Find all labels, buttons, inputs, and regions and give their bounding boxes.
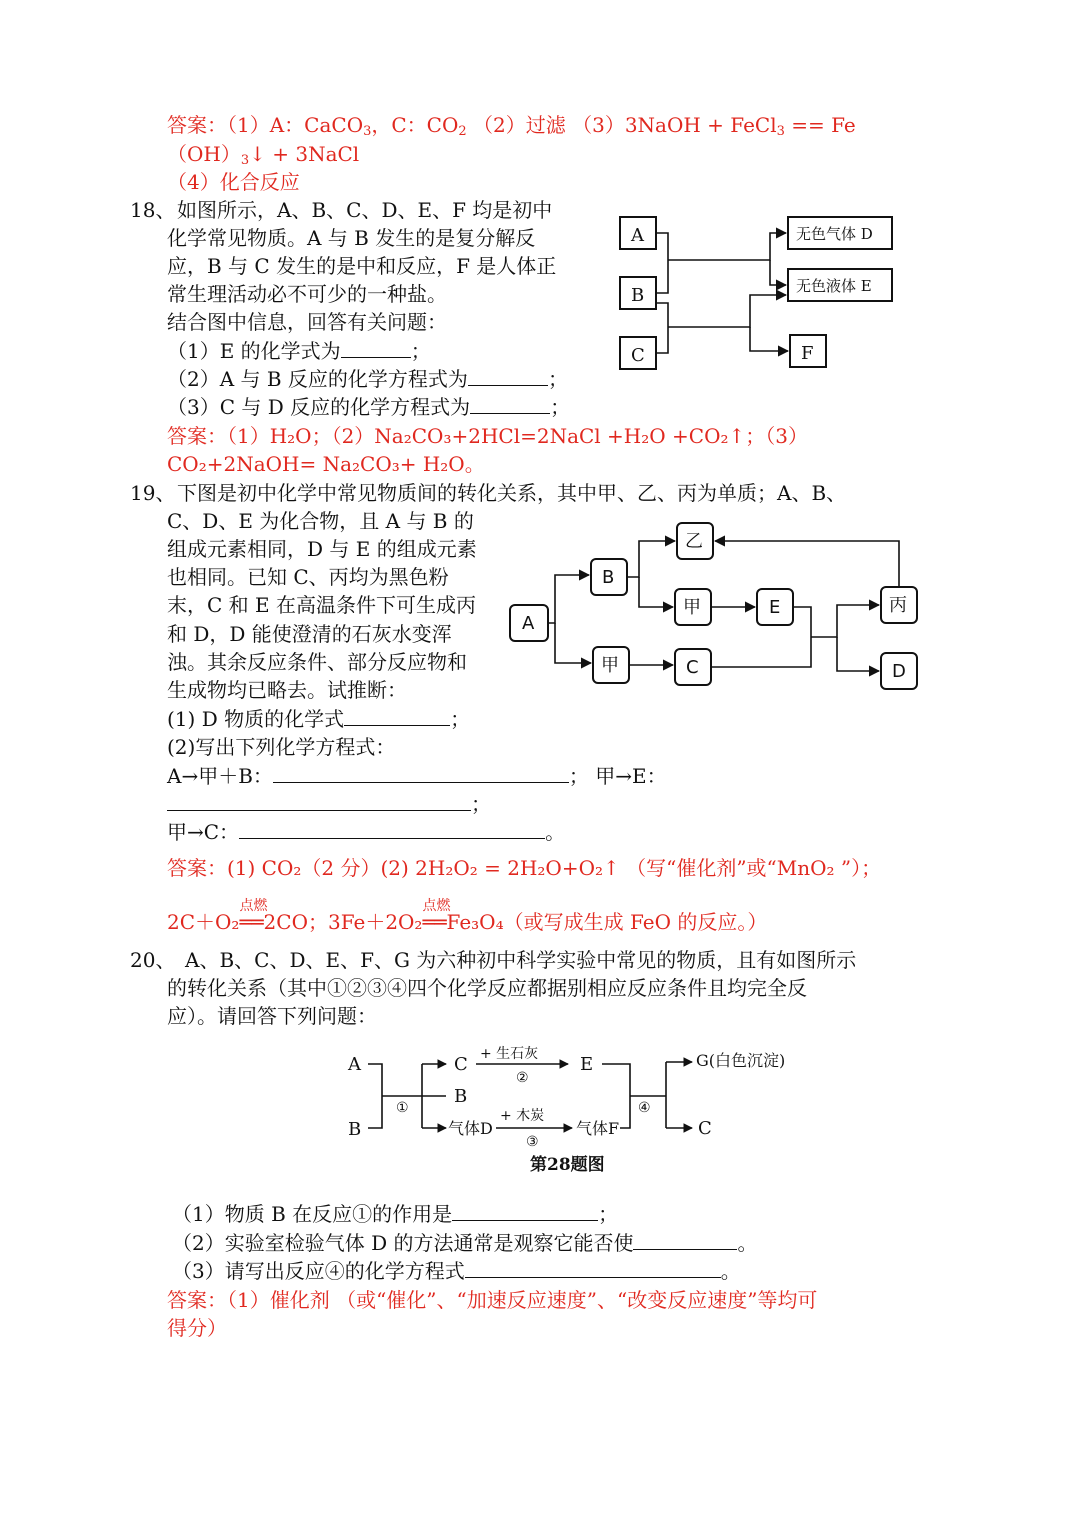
- q20-text-line: 应）。请回答下列问题：: [167, 1004, 377, 1028]
- q19-text-line: C、D、E 为化合物，且 A 与 B 的: [167, 509, 474, 533]
- arrow: [811, 605, 879, 637]
- label-gas-f: 气体F: [576, 1119, 620, 1138]
- q18-text-line: 如图所示，A、B、C、D、E、F 均是初中: [177, 198, 553, 222]
- q17-answer-line2: $(OH)_3↓$ + 3NaCl: [167, 142, 360, 168]
- arrow: [555, 623, 591, 663]
- node-e-label: E: [769, 597, 781, 618]
- reaction-1: ①: [396, 1100, 409, 1116]
- q18-answer-line2: CO₂+2NaOH= Na₂CO₃+ H₂O。: [167, 452, 485, 476]
- q18-text-line: 结合图中信息，回答有关问题：: [167, 310, 447, 334]
- q18-text-line: 化学常见物质。A 与 B 发生的是复分解反: [167, 226, 536, 250]
- answer-blank[interactable]: [341, 337, 411, 358]
- q20-diagram: [340, 1040, 810, 1180]
- q19-first-line: 下图是初中化学中常见物质间的转化关系，其中甲、乙、丙为单质；A、B、: [177, 481, 847, 505]
- arrow: [668, 233, 786, 260]
- label-a: A: [348, 1054, 361, 1075]
- q20-answer-line1: 答案：（1）催化剂 （或“催化”、“加速反应速度”、“改变反应速度”等均可: [167, 1288, 818, 1312]
- node-jia-bottom-label: 甲: [601, 655, 619, 676]
- answer-blank[interactable]: [452, 1200, 598, 1221]
- q18-answer-line1: 答案：（1）H₂O；（2）Na₂CO₃+2HCl=2NaCl +H₂O +CO₂↑；（3）: [167, 424, 808, 448]
- condition-quicklime: + 生石灰: [480, 1046, 539, 1062]
- q20-answer-line2: 得分）: [167, 1316, 227, 1340]
- reaction-4: ④: [638, 1100, 651, 1116]
- q19-eq1: A→甲＋B： ； 甲→E：: [167, 764, 667, 788]
- q17-answer-line3: （4）化合反应: [167, 170, 300, 194]
- label-b2: B: [454, 1086, 468, 1107]
- answer-blank[interactable]: [344, 705, 450, 726]
- q18-sub2: （2）A 与 B 反应的化学方程式为 ；: [167, 367, 568, 391]
- answer-blank[interactable]: [465, 1257, 721, 1278]
- arrow: [770, 260, 786, 285]
- node-bing-label: 丙: [889, 595, 907, 616]
- q18-sub3: （3）C 与 D 反应的化学方程式为 ；: [167, 395, 571, 419]
- q19-text-line: 浊。其余反应条件、部分反应物和: [167, 650, 467, 674]
- arrow: [837, 637, 879, 671]
- q18-text-line: 应，B 与 C 发生的是中和反应，F 是人体正: [167, 254, 557, 278]
- answer-blank[interactable]: [239, 818, 545, 839]
- arrow: [715, 541, 899, 587]
- label-b: B: [348, 1119, 362, 1140]
- q18-sub1: （1）E 的化学式为 ；: [167, 339, 431, 363]
- q19-eq2-line: ；: [167, 790, 491, 818]
- node-jia-top-label: 甲: [683, 597, 701, 618]
- condition-ignite: 点燃 ══: [239, 898, 268, 934]
- label-c2: C: [698, 1118, 712, 1139]
- answer-blank[interactable]: [167, 790, 471, 811]
- label-e: E: [580, 1054, 594, 1075]
- arrow: [548, 575, 589, 623]
- q19-text-line: 也相同。已知 C、丙均为黑色粉: [167, 565, 449, 589]
- q18-text-line: 常生理活动必不可少的一种盐。: [167, 282, 447, 306]
- label-g: G(白色沉淀): [696, 1051, 786, 1070]
- node-b-label: B: [602, 567, 615, 588]
- condition-charcoal: + 木炭: [500, 1108, 545, 1124]
- connector: [368, 1064, 382, 1128]
- node-b-label: B: [631, 285, 645, 306]
- q20-text-line: A、B、C、D、E、F、G 为六种初中科学实验中常见的物质，且有如图所示: [185, 948, 857, 972]
- q19-text-line: 末，C 和 E 在高温条件下可生成丙: [167, 593, 476, 617]
- answer-blank[interactable]: [633, 1229, 737, 1250]
- q20-text-line: 的转化关系（其中①②③④四个化学反应都据别相应反应条件且均完全反: [167, 976, 807, 1000]
- q19-answer-line1: 答案：(1) CO₂（2 分）(2) 2H₂O₂ = 2H₂O+O₂↑ （写“催化剂”或“MnO₂ ”）；: [167, 856, 882, 880]
- connector: [656, 303, 668, 353]
- q19-eq3: 甲→C： 。: [167, 820, 566, 844]
- arrow: [627, 541, 675, 577]
- q17-answer-line1: 答案：（1）A：CaCO$_3$，C：$CO_2$ （2）过滤 （3）3NaOH + FeCl$_3$ == Fe: [167, 113, 856, 139]
- node-yi-label: 乙: [685, 531, 703, 552]
- node-f-label: F: [801, 343, 814, 364]
- label-c: C: [454, 1054, 468, 1075]
- arrow: [750, 327, 788, 351]
- q18-number: 18、: [130, 198, 176, 222]
- answer-blank[interactable]: [468, 365, 548, 386]
- q19-sub2: (2)写出下列化学方程式：: [167, 735, 396, 759]
- q19-answer-line2: 2C＋O₂ 点燃 ══2CO；3Fe＋2O₂ 点燃 ══Fe₃O₄（或写成生成 FeO 的反应。）: [167, 898, 768, 934]
- node-d-label: D: [892, 661, 906, 682]
- q20-sub1: （1）物质 B 在反应①的作用是 ；: [172, 1202, 619, 1226]
- node-a-label: A: [522, 613, 535, 634]
- q19-sub1: (1) D 物质的化学式 ；: [167, 707, 471, 731]
- figure-caption: 第28题图: [530, 1155, 605, 1175]
- q19-text-line: 生成物均已略去。试推断：: [167, 678, 407, 702]
- node-d-label: 无色气体 D: [796, 225, 873, 243]
- q19-number: 19、: [130, 481, 176, 505]
- q19-text-line: 和 D，D 能使澄清的石灰水变浑: [167, 622, 452, 646]
- q19-text-line: 组成元素相同，D 与 E 的组成元素: [167, 537, 477, 561]
- arrow: [668, 295, 786, 327]
- q20-number: 20、: [130, 948, 176, 972]
- condition-ignite: 点燃 ══: [422, 898, 451, 934]
- answer-blank[interactable]: [273, 762, 569, 783]
- node-a-label: A: [631, 225, 644, 246]
- q20-sub2: （2）实验室检验气体 D 的方法通常是观察它能否使 。: [172, 1231, 758, 1255]
- connector: [656, 233, 668, 293]
- q19-diagram: [505, 515, 925, 695]
- reaction-3: ③: [526, 1134, 539, 1150]
- reaction-2: ②: [516, 1070, 529, 1086]
- node-e-label: 无色液体 E: [796, 277, 872, 295]
- q18-diagram: [610, 205, 910, 380]
- node-c-label: C: [631, 345, 645, 366]
- q20-sub3: （3）请写出反应④的化学方程式 。: [172, 1259, 741, 1283]
- answer-blank[interactable]: [470, 393, 550, 414]
- node-c-label: C: [686, 657, 699, 678]
- label-gas-d: 气体D: [448, 1119, 493, 1138]
- arrow: [639, 577, 673, 607]
